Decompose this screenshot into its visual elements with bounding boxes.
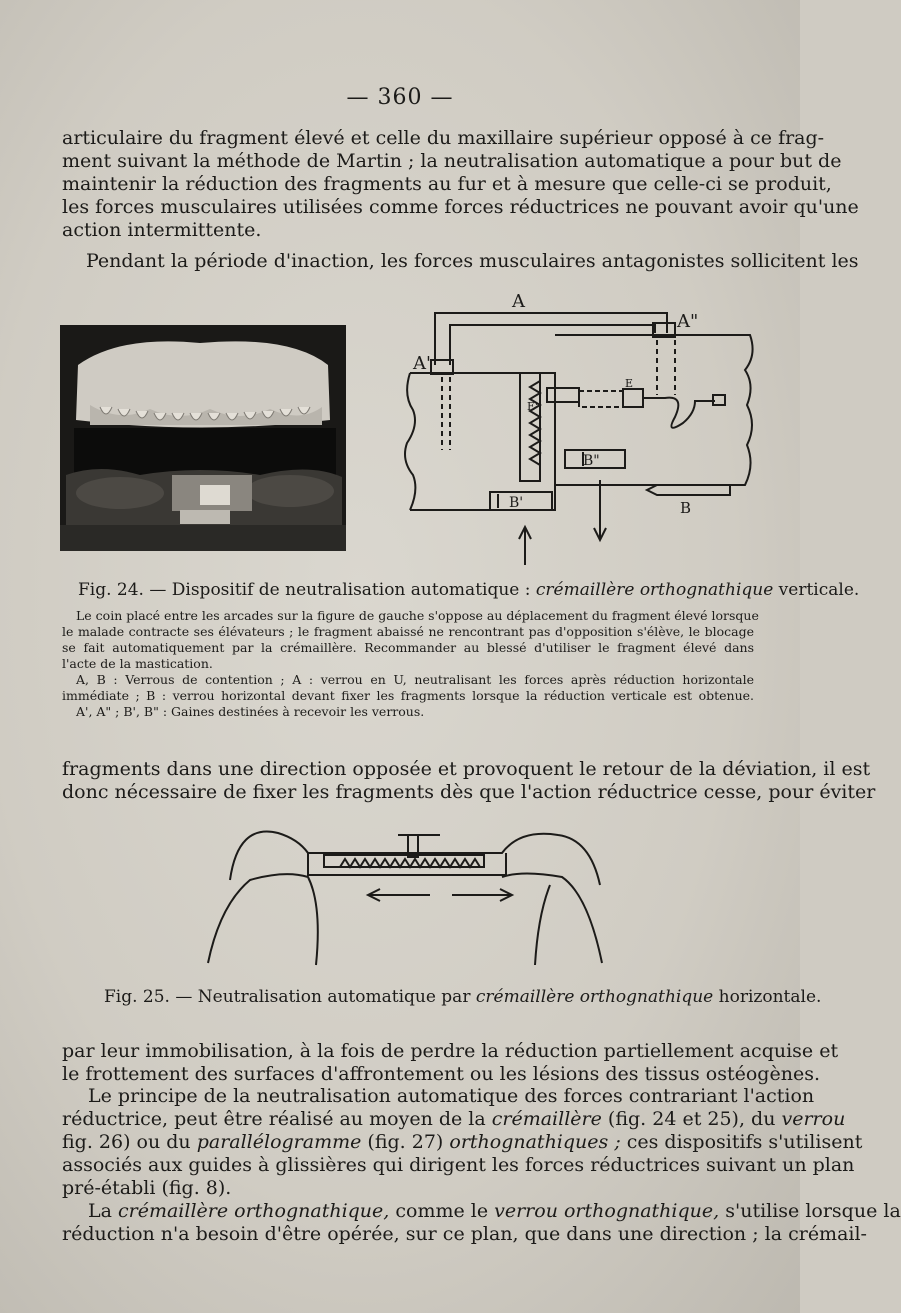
fig24-title-prefix: Fig. 24. — Dispositif de neutralisation automatique : [78,580,536,600]
text-line: par leur immobilisation, à la fois de perdre la réduction partiellement acquise et [62,1040,839,1062]
text-line: les forces musculaires utilisées comme forces réductrices ne pouvant avoir qu'une [62,196,859,218]
text-span: (fig. 27) [361,1131,450,1153]
paragraph-5 [62,1085,863,1200]
text-line: fragments dans une direction opposée et provoquent le retour de la déviation, il est [62,758,871,780]
legend-line: immédiate ; B : verrou horizontal devant fixer les fragments lorsque la réduction verticale est obtenue. [62,688,754,703]
paragraph-6 [62,1200,901,1246]
label-E-prime: E' [527,400,539,413]
paragraph-1 [62,127,859,242]
vertical-rack-diagram [395,285,765,565]
label-A-prime: A' [413,353,431,374]
text-line: articulaire du fragment élevé et celle du maxillaire supérieur opposé à ce frag- [62,127,825,149]
fig24-title-suffix: verticale. [773,580,860,600]
fig24-caption-title [78,580,860,600]
text-italic: crémaillère orthognathique, [117,1200,390,1222]
caption-line: l'acte de la mastication. [62,656,213,671]
text-span: comme le [389,1200,495,1222]
fig25-title-prefix: Fig. 25. — Neutralisation automatique par [104,987,476,1007]
fig25-title-suffix: horizontale. [713,987,822,1007]
text-line: réduction n'a besoin d'être opérée, sur ce plan, que dans une direction ; la crémail- [62,1223,867,1245]
text-line: associés aux guides à glissières qui dirigent les forces réductrices suivant un plan [62,1154,855,1176]
fig25-caption-title [104,987,822,1007]
label-B-double: B" [583,453,600,469]
caption-line: le malade contracte ses élévateurs ; le fragment abaissé ne rencontrant pas d'opposition s'élève, le blocage [62,624,754,639]
label-B: B [680,499,692,517]
text-span: La [88,1200,118,1222]
text-span: réductrice, peut être réalisé au moyen de la [62,1108,492,1130]
label-A: A [512,291,525,312]
text-span: fig. 26) ou du [62,1131,197,1153]
text-line: donc nécessaire de fixer les fragments dès que l'action réductrice cesse, pour éviter [62,781,876,803]
paragraph-2 [86,250,859,273]
page-number: — 360 — [346,85,454,110]
text-span: (fig. 24 et 25), du [601,1108,782,1130]
text-line: Le principe de la neutralisation automatique des forces contrariant l'action [88,1085,815,1107]
caption-line: se fait automatiquement par la crémaillère. Recommander au blessé d'utiliser le fragment élevé dans [62,640,754,655]
label-E: E [625,377,634,390]
text-italic: verrou [781,1108,846,1130]
label-A-double: A" [677,311,699,332]
fig25-schematic [190,815,630,975]
text-line: Pendant la période d'inaction, les forces musculaires antagonistes sollicitent les [86,250,859,272]
legend-line: A', A" ; B', B" : Gaines destinées à recevoir les verrous. [76,704,425,719]
fig25-title-italic: crémaillère orthognathique [475,987,714,1007]
text-line [62,1131,863,1154]
paragraph-4 [62,1040,839,1086]
text-span: s'utilise lorsque la [719,1200,901,1222]
legend-line: A, B : Verrous de contention ; A : verrou en U, neutralisant les forces après réduction horizontale [76,672,754,687]
fig24-title-italic: crémaillère orthognathique [535,580,774,600]
text-line: action intermittente. [62,219,262,241]
fig24-schematic [395,285,765,565]
text-line: ment suivant la méthode de Martin ; la neutralisation automatique a pour but de [62,150,842,172]
text-line: maintenir la réduction des fragments au fur et à mesure que celle-ci se produit, [62,173,832,195]
caption-line: Le coin placé entre les arcades sur la figure de gauche s'oppose au déplacement du fragment élevé lorsque [76,608,759,623]
fig24-caption-body [62,608,759,720]
text-line: le frottement des surfaces d'affrontement ou les lésions des tissus ostéogènes. [62,1063,820,1085]
text-italic: parallélogramme [196,1131,362,1153]
horizontal-rack-diagram [190,815,630,975]
label-B-prime: B' [509,495,524,511]
text-line: pré-établi (fig. 8). [62,1177,232,1199]
text-span: ces dispositifs s'utilisent [620,1131,863,1153]
text-line [62,1200,901,1223]
text-italic: crémaillère [491,1108,602,1130]
text-italic: orthognathiques ; [449,1131,621,1153]
text-line [62,1108,846,1131]
fig24-photograph [60,325,346,551]
paragraph-3 [62,758,876,804]
dental-cast-photo [60,325,346,551]
text-italic: verrou orthognathique, [494,1200,720,1222]
